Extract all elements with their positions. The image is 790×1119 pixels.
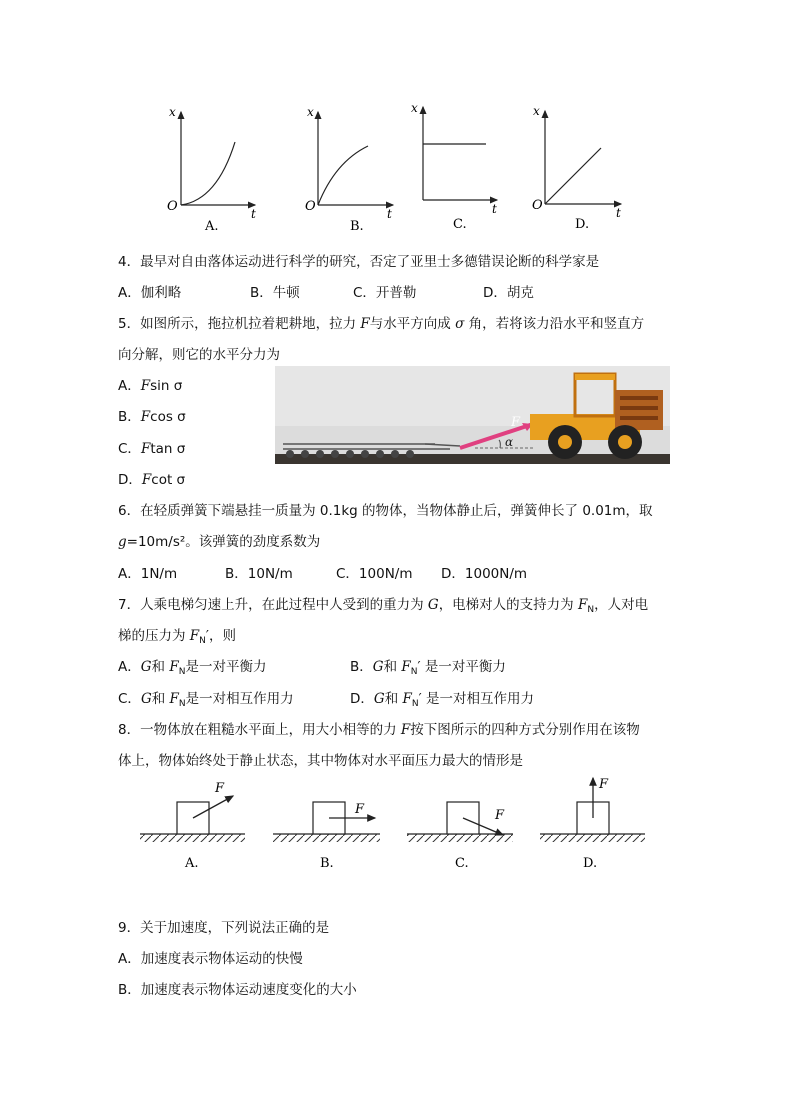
q3-graphs-figure: [155, 100, 635, 240]
q7-option-c[interactable]: C．G和 $F_N$是一对相互作用力: [118, 691, 294, 709]
q5-option-c[interactable]: C．Ftan σ: [118, 441, 186, 457]
q8-force-figure: [135, 772, 655, 872]
q8-case-c: [407, 802, 513, 871]
q6-stem-line2: g=10m/s²。该弹簧的劲度系数为: [118, 534, 321, 550]
q6-option-c[interactable]: C．100N/m: [336, 566, 413, 582]
q8-case-d: [540, 777, 645, 871]
q8-b-label: B.: [320, 856, 334, 871]
graph-b-label: B.: [350, 219, 364, 234]
q7-option-b[interactable]: B．G和 $F_N'$ 是一对平衡力: [350, 659, 506, 677]
q6-option-b[interactable]: B．10N/m: [225, 566, 293, 582]
q8-d-force-label: F: [599, 777, 609, 792]
q6-option-a[interactable]: A．1N/m: [118, 566, 178, 582]
q5-tractor-figure: [275, 366, 670, 464]
q9-stem: 9．关于加速度，下列说法正确的是: [118, 920, 330, 936]
graph-c-x-label: t: [492, 202, 497, 216]
graph-a-x-label: t: [251, 207, 256, 221]
q8-c-force-label: F: [495, 808, 505, 823]
graph-a-curve: [181, 142, 235, 205]
q5-stem-line1: 5．如图所示，拖拉机拉着耙耕地，拉力 F与水平方向成 σ 角，若将该力沿水平和竖直方: [118, 316, 645, 332]
graph-b: [305, 105, 393, 234]
q4-stem: 4．最早对自由落体运动进行科学的研究，否定了亚里士多德错误论断的科学家是: [118, 254, 600, 270]
graph-a: [167, 105, 256, 234]
q4-option-c[interactable]: C．开普勒: [353, 285, 417, 301]
q4-option-d[interactable]: D．胡克: [483, 285, 534, 301]
q9-option-b[interactable]: B．加速度表示物体运动速度变化的大小: [118, 982, 357, 998]
graph-c-y-label: x: [411, 101, 418, 115]
q7-option-a[interactable]: A．G和 $F_N$是一对平衡力: [118, 659, 267, 677]
q8-case-b: [273, 802, 380, 871]
q5-option-d[interactable]: D．Fcot σ: [118, 472, 186, 488]
graph-b-curve: [318, 146, 368, 205]
graph-a-label: A.: [205, 219, 219, 234]
graph-d: [532, 104, 621, 232]
q7-stem-line1: 7．人乘电梯匀速上升，在此过程中人受到的重力为 G，电梯对人的支持力为 $F_N$，人对电: [118, 597, 649, 615]
q8-a-label: A.: [185, 856, 199, 871]
graph-d-origin: O: [532, 198, 543, 213]
q7-stem-line2: 梯的压力为 $F_N'$，则: [118, 628, 236, 646]
q8-c-label: C.: [455, 856, 469, 871]
graph-c-label: C.: [453, 217, 467, 232]
q5-option-b[interactable]: B．Fcos σ: [118, 409, 186, 425]
q4-option-b[interactable]: B．牛顿: [250, 285, 300, 301]
angle-label: α: [505, 435, 514, 449]
q8-b-force-label: F: [355, 802, 365, 817]
q6-option-d[interactable]: D．1000N/m: [441, 566, 528, 582]
graph-a-y-label: x: [169, 105, 176, 119]
q8-d-label: D.: [583, 856, 598, 871]
q9-option-a[interactable]: A．加速度表示物体运动的快慢: [118, 951, 303, 967]
q6-stem-line1: 6．在轻质弹簧下端悬挂一质量为 0.1kg 的物体，当物体静止后，弹簧伸长了 0.01m，取: [118, 503, 653, 519]
graph-b-origin: O: [305, 199, 316, 214]
graph-d-line: [545, 148, 601, 204]
force-label: F: [511, 415, 521, 430]
graph-a-origin: O: [167, 199, 178, 214]
q4-option-a[interactable]: A．伽利略: [118, 285, 182, 301]
graph-b-x-label: t: [387, 207, 392, 221]
q8-stem-line2: 体上，物体始终处于静止状态，其中物体对水平面压力最大的情形是: [118, 753, 523, 769]
q8-a-force-label: F: [215, 781, 225, 796]
q8-stem-line1: 8．一物体放在粗糙水平面上，用大小相等的力 F按下图所示的四种方式分别作用在该物: [118, 722, 640, 738]
q5-stem-line2: 向分解，则它的水平分力为: [118, 347, 280, 363]
graph-d-y-label: x: [533, 104, 540, 118]
q5-option-a[interactable]: A．Fsin σ: [118, 378, 183, 394]
q8-case-a: [140, 781, 245, 871]
graph-d-x-label: t: [616, 206, 621, 220]
graph-d-label: D.: [575, 217, 590, 232]
graph-b-y-label: x: [307, 105, 314, 119]
q7-option-d[interactable]: D．G和 $F_N'$ 是一对相互作用力: [350, 691, 534, 709]
graph-c: [411, 101, 497, 232]
